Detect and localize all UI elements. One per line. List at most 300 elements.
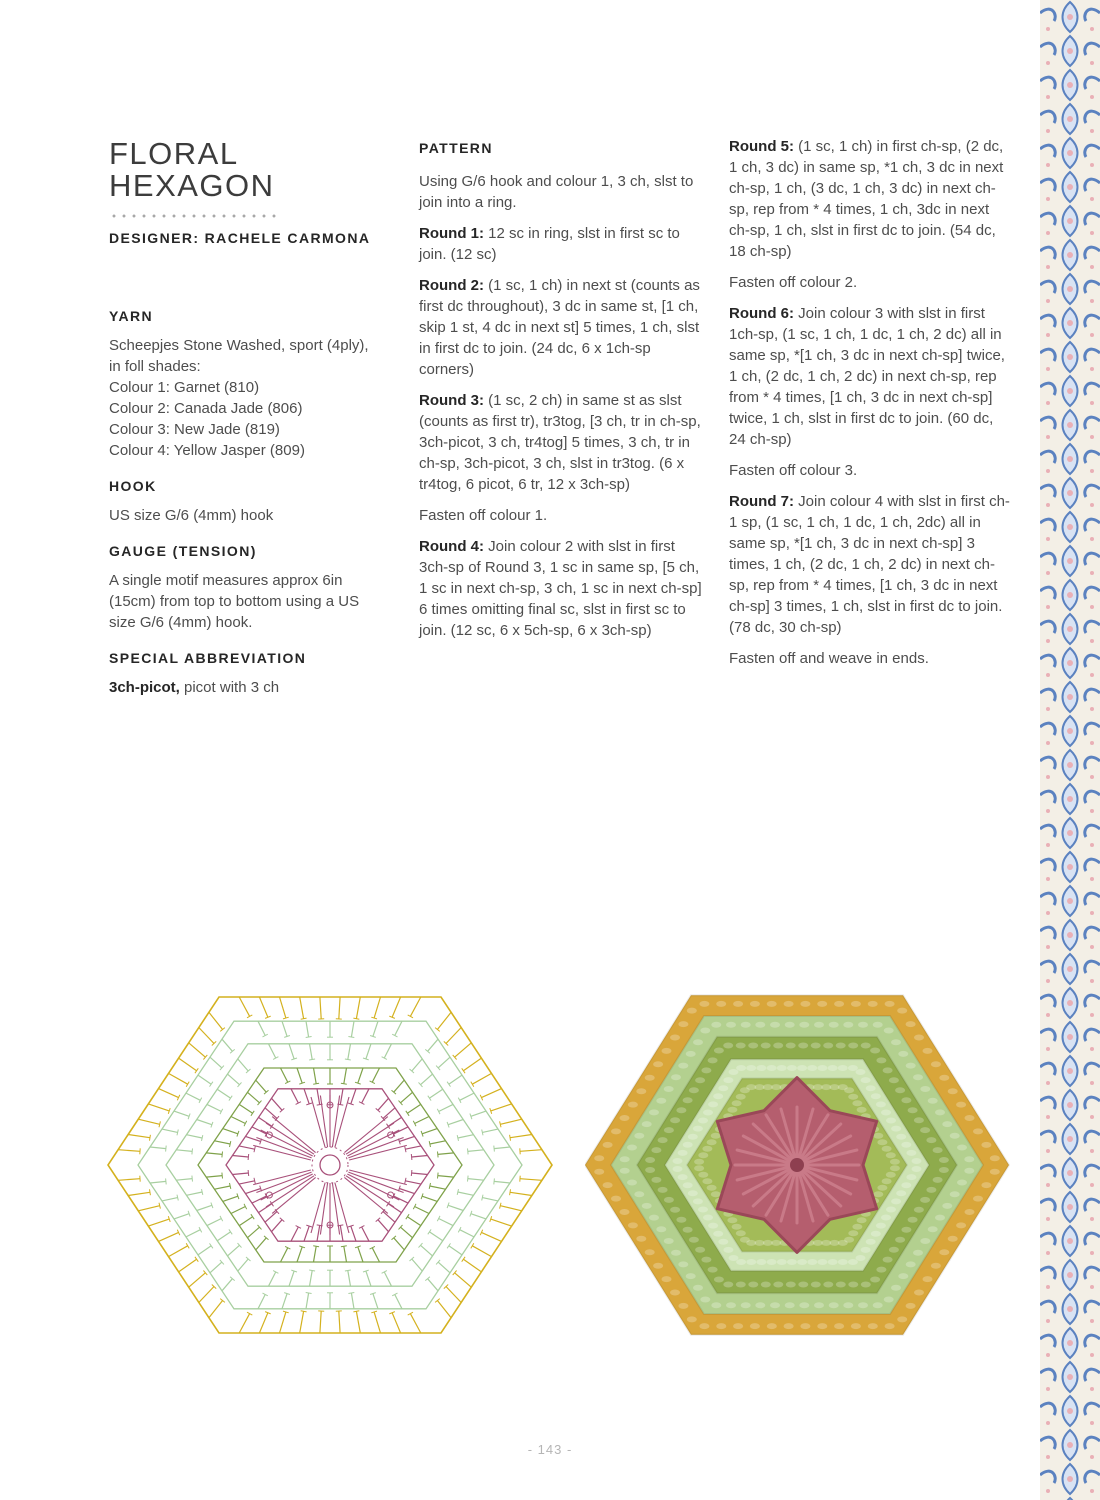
stitch-mark [187,1135,203,1138]
tile-dot [1067,864,1073,870]
stitch-mark [482,1130,483,1136]
stitch-mark [394,1238,405,1250]
yarn-texture [723,1043,733,1049]
yarn-texture [852,1100,862,1106]
yarn-texture [858,1302,868,1308]
yarn-texture [708,1267,718,1273]
stitch-mark [372,1248,379,1262]
yarn-texture [695,1077,705,1083]
stitch-mark [314,1246,317,1262]
yarn-texture [723,1282,733,1288]
yarn-texture [736,1230,746,1236]
stitch-mark [510,1135,532,1138]
yarn-texture [866,1239,876,1245]
stitch-mark [317,1225,320,1241]
tile-dot [1067,490,1073,496]
stitch-mark [138,1206,159,1211]
tile-dot [1090,775,1094,779]
yarn-texture [950,1191,960,1197]
tile-dot [1090,673,1094,677]
yarn-texture [702,1178,712,1184]
yarn-texture [861,1077,871,1083]
round-1-ring [312,1147,348,1183]
stitch-mark [447,1082,450,1087]
stitch-mark [405,1181,421,1184]
yarn-texture [627,1145,637,1151]
stitch-mark [297,1247,302,1262]
stitch-mark [177,1195,178,1201]
yarn-texture [707,1185,717,1191]
stitch-mark [313,1083,319,1084]
tile-dot [1090,367,1094,371]
tile-dot [1067,48,1073,54]
stitch-mark [472,1246,491,1257]
yarn-texture [836,1282,846,1288]
stitch-mark [207,1219,221,1226]
tile-dot [1090,95,1094,99]
yarn-texture [676,1107,686,1113]
tile-dot [1090,1013,1094,1017]
tile-dot [1067,694,1073,700]
tile-dot [1067,354,1073,360]
stitch-mark [186,1093,200,1100]
yarn-texture [670,1207,680,1213]
special-abbreviation-heading: SPECIAL ABBREVIATION [109,650,307,666]
yarn-texture [965,1115,975,1121]
tile-dot [1090,265,1094,269]
yarn-texture [698,1152,708,1158]
yarn-texture [683,1097,693,1103]
stitch-mark [206,1153,222,1155]
pattern-intro: Using G/6 hook and colour 1, 3 ch, slst to join into a ring. [419,173,694,211]
stitch-mark [446,1287,461,1303]
stitch-mark [310,1044,313,1060]
yarn-texture [702,1146,712,1152]
stitch-mark [460,1093,474,1100]
stitch-mark [238,1259,248,1271]
stitch-mark [421,1074,433,1085]
stitch-mark [186,1230,200,1237]
stitch-mark [437,1012,451,1029]
yarn-texture [671,1074,681,1080]
round-label: Round 5: [729,138,794,155]
yarn-texture [890,1159,900,1165]
tile-dot [1046,537,1050,541]
title-line-1: FLORAL [109,136,239,171]
tile-dot [1046,95,1050,99]
tile-dot [1067,626,1073,632]
stitch-mark [351,1226,356,1241]
yarn-texture [956,1102,966,1108]
yarn-texture [898,1051,908,1057]
yarn-texture [800,1323,810,1329]
tile-dot [1046,1183,1050,1187]
yarn-texture [727,1217,737,1223]
yarn-texture [658,1137,668,1143]
tile-dot [1046,503,1050,507]
yarn-texture [784,1001,794,1007]
yarn-texture [611,1128,621,1134]
yarn-texture [838,1065,848,1071]
yarn-texture [883,1257,893,1263]
stitch-mark [399,1189,414,1194]
yarn-texture [786,1282,796,1288]
round-text: Join colour 3 with slst in first 1ch-sp, (1 sc, 1 ch, 1 dc, 1 ch, 2 dc) all in same sp, *[1 ch, 3 dc in next ch-sp] twice, 1 ch, (2 dc, 1 ch, 2 dc) in next ch-sp, rep from * 4 times, [1 ch, 3 dc in next ch-sp] twice, 1 ch, slst in first dc to join. (60 dc, 24 ch-sp) [729,305,1005,448]
yarn-texture [886,1152,896,1158]
stitch-mark [430,1232,443,1241]
stitch-mark [422,1196,437,1201]
stitch-mark [439,1104,453,1111]
tile-dot [1067,422,1073,428]
abbreviation-definition: picot with 3 ch [179,679,280,696]
stitch-mark [269,1272,276,1286]
stitch-mark [344,1246,347,1262]
yarn-texture [886,1207,896,1213]
yarn-texture [935,1109,945,1115]
yarn-texture [656,1098,666,1104]
stitch-mark [462,1257,465,1262]
stitch-mark [351,1293,354,1309]
tile-dot [1090,1285,1094,1289]
yarn-texture [678,1150,688,1156]
tile-dot [1067,1272,1073,1278]
tile-dot [1090,877,1094,881]
tile-dot [1090,707,1094,711]
yarn-texture [817,1065,827,1071]
yarn-texture [718,1085,728,1091]
yarn-texture [645,1157,655,1163]
yarn-texture [882,1178,892,1184]
stitch-mark [150,1135,151,1141]
yarn-texture [670,1117,680,1123]
stitch-mark [407,1104,420,1113]
tile-dot [1067,388,1073,394]
stitch-mark [482,1129,498,1132]
yarn-texture [686,1051,696,1057]
yarn-texture [700,1028,710,1034]
stitch-mark [118,1150,140,1152]
yarn-texture [923,1048,933,1054]
tile-dot [1046,265,1050,269]
stitch-mark [306,1021,309,1037]
stitch-mark [373,1294,378,1309]
petal-stitch [349,1170,407,1185]
yarn-texture [711,1133,721,1139]
stitch-mark [222,1279,232,1291]
yarn-texture [912,1158,922,1164]
stitch-mark [231,1207,245,1214]
yarn-texture [868,1001,878,1007]
stitch-mark [351,1089,356,1104]
tile-dot [1090,333,1094,337]
stitch-mark [174,1111,189,1116]
stitch-mark [412,1173,428,1175]
dotted-divider [109,214,281,218]
yarn-texture [676,1217,686,1223]
stitch-mark [265,1212,277,1223]
yarn-texture [873,1191,883,1197]
stitch-mark [304,1226,309,1241]
yarn-texture [876,1101,886,1107]
stitch-mark [251,1111,254,1116]
yarn-texture [939,1075,949,1081]
yarn-texture [645,1249,655,1255]
tile-dot [1067,592,1073,598]
round-label: Round 7: [729,493,794,510]
tile-dot [1046,299,1050,303]
yarn-texture [857,1107,867,1113]
title-line-2: HEXAGON [109,168,275,203]
stitch-mark [430,1089,443,1098]
yarn-texture [973,1128,983,1134]
yarn-texture [701,1257,711,1263]
fasten-off-2: Fasten off colour 2. [729,274,858,291]
yarn-texture [656,1226,666,1232]
stitch-mark [314,1068,317,1084]
yarn-texture [670,1290,680,1296]
stitch-mark [291,1089,298,1103]
tile-dot [1067,1374,1073,1380]
yarn-texture [634,1133,644,1139]
yarn-texture [741,1302,751,1308]
tile-dot [1046,1115,1050,1119]
tile-dot [1046,809,1050,813]
stitch-mark [209,1012,223,1029]
tile-dot [1090,163,1094,167]
yarn-texture [701,1067,711,1073]
yarn-texture [687,1316,697,1322]
stitch-mark [392,997,401,1017]
stitch-mark [405,1146,421,1149]
yarn-texture [636,1088,646,1094]
stitch-mark [300,1311,304,1333]
stitch-mark [384,1272,391,1286]
stitch-mark [462,1068,465,1073]
stitch-mark [118,1179,140,1181]
stitch-mark [395,1021,402,1035]
tile-dot [1090,1047,1094,1051]
stitch-mark [265,1108,277,1119]
tile-dot [1046,639,1050,643]
yarn-texture [736,1065,746,1071]
stitch-mark [494,1147,510,1149]
yarn-texture [683,1182,693,1188]
yarn-texture [634,1191,644,1197]
tile-dot [1090,911,1094,915]
yarn-texture [785,1022,795,1028]
stitch-mark [345,1270,351,1271]
stitch-mark [372,1068,379,1082]
yarn-texture [829,1022,839,1028]
petal-stitch [261,1130,313,1156]
yarn-texture [843,1022,853,1028]
yarn-texture [799,1022,809,1028]
tile-dot [1046,1251,1050,1255]
tile-dot [1046,197,1050,201]
yarn-texture [861,1247,871,1253]
fasten-off-4: Fasten off and weave in ends. [729,650,929,667]
tile-dot [1046,1353,1050,1357]
stitch-mark [166,1146,167,1152]
yarn-texture [711,1302,721,1308]
tile-dot [1046,843,1050,847]
yarn-texture [748,1043,758,1049]
stitch-mark [430,1186,446,1189]
stitch-mark [358,1247,363,1262]
yarn-texture [814,1022,824,1028]
stitch-mark [383,1212,395,1223]
yarn-texture [620,1115,630,1121]
stitch-mark [491,1104,512,1111]
yarn-texture [658,1187,668,1193]
yarn-texture [913,1250,923,1256]
stitch-mark [510,1189,511,1195]
tile-dot [1090,571,1094,575]
yarn-texture [933,1177,943,1183]
yarn-texture [736,1094,746,1100]
tile-dot [1046,367,1050,371]
tile-dot [1046,1047,1050,1051]
stitch-mark [238,1059,249,1071]
tile-dot [1067,252,1073,258]
stitch-mark [407,1217,420,1226]
tile-dot [1067,1476,1073,1482]
stitch-mark [412,1259,423,1271]
tile-dot [1046,27,1050,31]
stitch-mark [481,1089,501,1098]
tile-dot [1046,1285,1050,1289]
yarn-texture [866,1085,876,1091]
yarn-texture [811,1043,821,1049]
tile-dot [1067,1408,1073,1414]
stitch-mark [471,1214,486,1219]
stitch-mark [159,1121,160,1127]
stitch-mark [448,1205,463,1210]
yarn-texture [882,1146,892,1152]
yarn-texture [693,1198,703,1204]
tile-dot [1046,1149,1050,1153]
tile-dot [1067,660,1073,666]
stitch-mark [401,1227,413,1238]
stitch-mark [460,1230,474,1237]
stitch-mark [429,1183,430,1189]
tile-dot [1046,61,1050,65]
yarn-texture [698,1207,708,1213]
stitch-mark [304,1089,309,1104]
round-4 [419,536,705,641]
yarn-texture [843,1302,853,1308]
stitch-mark [179,1259,197,1272]
yarn-texture [933,1147,943,1153]
stitch-mark [192,1176,193,1182]
petal-stitch [261,1174,313,1200]
tile-dot [1046,979,1050,983]
yarn-texture [897,1316,907,1322]
yarn-texture [834,1323,844,1329]
stitch-mark [223,1196,238,1201]
yarn-texture [870,1048,880,1054]
crochet-chart-diagram [105,968,555,1363]
stitch-mark [378,1220,389,1232]
stitch-mark [291,1227,298,1241]
yarn-texture [823,1282,833,1288]
yarn-texture [823,1043,833,1049]
yarn-texture [732,1100,742,1106]
yarn-texture [797,1065,807,1071]
stitch-mark [258,1021,265,1035]
yarn-texture [799,1302,809,1308]
yarn-texture [693,1126,703,1132]
yarn-line: Colour 3: New Jade (819) [109,421,280,438]
stitch-mark [210,1057,222,1068]
stitch-mark [374,997,380,1018]
stitch-mark [415,1117,429,1124]
yarn-texture [695,1247,705,1253]
stitch-mark [222,1039,232,1051]
yarn-line: Scheepjes Stone Washed, sport (4ply), [109,337,369,354]
stitch-mark [248,1154,249,1160]
stitch-mark [230,1183,231,1189]
yarn-texture [620,1209,630,1215]
yarn-texture [920,1127,930,1133]
stitch-mark [471,1111,486,1116]
yarn-texture [700,1297,710,1303]
tile-dot [1046,911,1050,915]
stitch-mark [254,1146,255,1152]
stitch-mark [468,1148,469,1154]
yarn-texture [848,1230,858,1236]
stitch-mark [176,1150,192,1152]
stitch-mark [259,997,268,1017]
yarn-texture [931,1263,941,1269]
round-2 [419,275,705,380]
yarn-texture [834,1001,844,1007]
stitch-mark [399,1136,414,1141]
yarn-heading: YARN [109,308,153,324]
yarn-texture [651,1177,661,1183]
petal-stitch [349,1145,407,1160]
yarn-texture [670,1035,680,1041]
stitch-mark [246,1136,261,1141]
stitch-mark [494,1181,510,1183]
stitch-mark [230,1141,231,1147]
stitch-mark [468,1179,484,1181]
tile-dot [1067,1306,1073,1312]
stitch-mark [148,1104,169,1111]
stitch-mark [481,1232,501,1241]
yarn-texture [908,1217,918,1223]
yarn-texture [707,1139,717,1145]
stitch-mark [248,1170,249,1176]
yarn-texture [889,1077,899,1083]
stitch-mark [217,1089,230,1098]
yarn-texture [687,1008,697,1014]
yarn-texture [642,1203,652,1209]
stitch-mark [239,1104,252,1113]
tile-dot [1046,1319,1050,1323]
stitch-mark [217,1232,230,1241]
yarn-texture [756,1259,766,1265]
stitch-mark [520,1179,542,1181]
yarn-texture [885,1323,895,1329]
yarn-texture [686,1273,696,1279]
yarn-texture [856,1255,866,1261]
stitch-mark [150,1181,166,1183]
stitch-mark [411,1154,412,1160]
yarn-texture [848,1065,858,1071]
yarn-texture [729,1069,739,1075]
stitch-mark [239,1314,249,1333]
